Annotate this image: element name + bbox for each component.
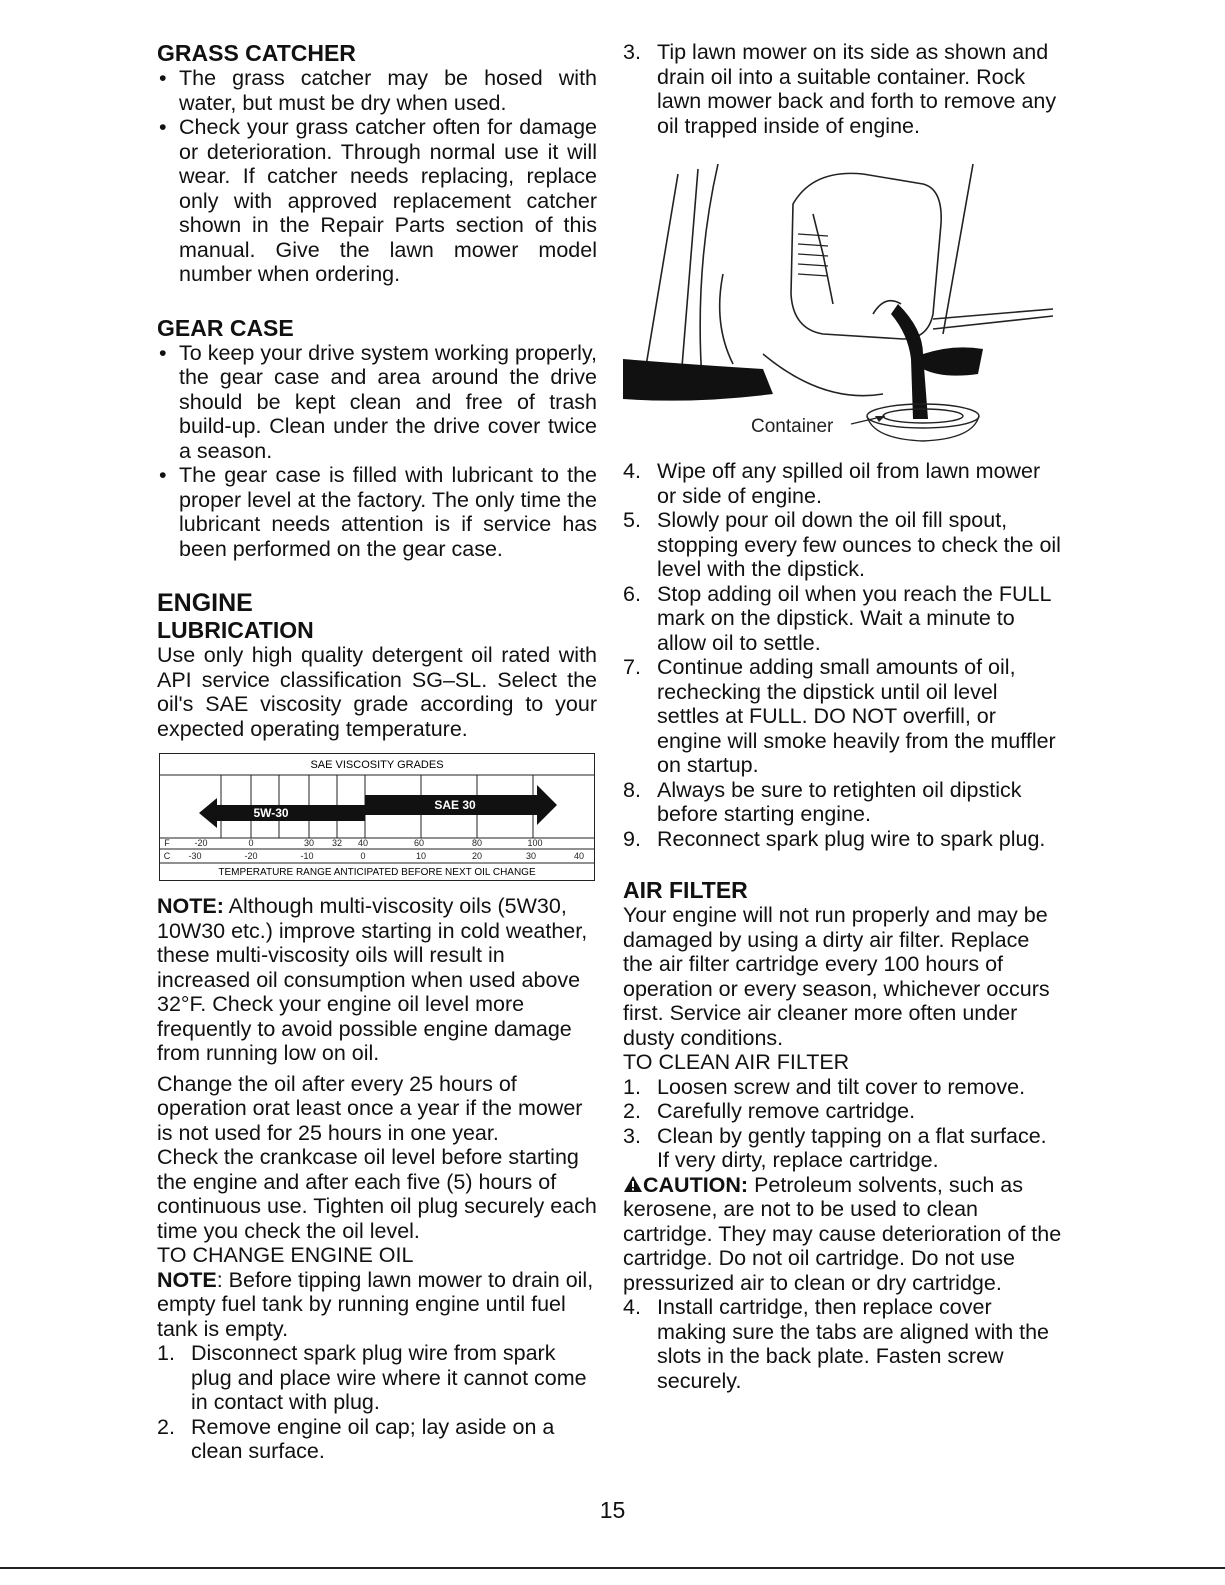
f-tick: 0	[248, 838, 254, 848]
note-text: : Before tipping lawn mower to drain oil, empty fuel tank by running engine until fuel tank is empty.	[157, 1267, 594, 1341]
oil-change-interval-text: Change the oil after every 25 hours of operation orat least once a year if the mower is not used for 25 hours in one year.	[157, 1071, 583, 1145]
list-item: • Check your grass catcher often for damage or deterioration. Through normal use it will wear. If catcher needs replacing, replace only with approved replacement catcher shown in the Repair Parts section of this manual. Give the lawn mower model number when ordering.	[157, 115, 597, 287]
lubrication-heading: LUBRICATION	[157, 617, 314, 643]
change-oil-step-3	[623, 40, 1063, 138]
list-item	[623, 655, 1063, 778]
list-item	[623, 508, 1063, 582]
c-tick: -20	[244, 851, 258, 861]
f-unit: F	[164, 838, 170, 848]
f-tick: 40	[357, 838, 369, 848]
5w30-label: 5W-30	[253, 806, 289, 820]
step-text: Disconnect spark plug wire from spark plug and place wire where it cannot come in contact with plug.	[191, 1341, 587, 1414]
gear-case-heading: GEAR CASE	[157, 314, 294, 341]
change-oil-steps-right	[623, 459, 1063, 851]
step-number: 3.	[623, 40, 641, 64]
warning-triangle-icon	[623, 1175, 643, 1193]
to-change-engine-oil-heading: TO CHANGE ENGINE OIL	[157, 1243, 414, 1267]
step-number: 1.	[623, 1074, 641, 1099]
c-tick: 40	[573, 851, 585, 861]
caution-label: CAUTION:	[643, 1172, 749, 1197]
grass-catcher-list	[157, 66, 597, 287]
f-tick: 80	[471, 838, 483, 848]
lubrication-text: Use only high quality detergent oil rated with API service classification SG–SL. Select the oil's SAE viscosity grade according to your expected operating temperature.	[157, 643, 597, 741]
f-tick: 100	[527, 838, 543, 848]
drain-oil-figure	[623, 154, 1063, 444]
step-text: Tip lawn mower on its side as shown and drain oil into a suitable container. Rock lawn mower back and forth to remove any oil trapped inside of engine.	[657, 40, 1057, 138]
list-item	[623, 40, 1063, 138]
step-text: Carefully remove cartridge.	[657, 1099, 916, 1123]
f-tick: 30	[303, 838, 315, 848]
step-number: 2.	[157, 1414, 175, 1439]
step-text: Install cartridge, then replace cover making sure the tabs are aligned with the slots in the back plate. Fasten screw securely.	[657, 1295, 1050, 1393]
bottom-rule	[0, 1567, 1225, 1569]
step-number: 9.	[623, 826, 641, 851]
note-label: NOTE	[157, 1267, 217, 1292]
right-column	[623, 40, 1063, 1393]
step-number: 1.	[157, 1341, 175, 1365]
step-text: Stop adding oil when you reach the FULL mark on the dipstick. Wait a minute to allow oil to settle.	[657, 581, 1051, 655]
viscosity-chart	[159, 753, 595, 881]
gear-case-list	[157, 341, 597, 562]
list-item	[157, 1415, 597, 1464]
step-number: 4.	[623, 459, 641, 483]
step-number: 8.	[623, 777, 641, 802]
list-item	[623, 778, 1063, 827]
c-tick: 10	[415, 851, 427, 861]
sae30-label: SAE 30	[434, 798, 476, 812]
step-number: 6.	[623, 581, 641, 606]
step-number: 7.	[623, 655, 641, 679]
f-tick: 32	[331, 838, 343, 848]
chart-footer: TEMPERATURE RANGE ANTICIPATED BEFORE NEXT OIL CHANGE	[218, 867, 536, 878]
list-item: • The grass catcher may be hosed with water, but must be dry when used.	[157, 66, 597, 115]
chart-title: SAE VISCOSITY GRADES	[310, 759, 444, 771]
c-tick: 0	[360, 851, 366, 861]
list-item	[623, 1075, 1063, 1100]
caution-text: Petroleum solvents, such as kerosene, are not to be used to clean cartridge. They may cause deterioration of the cartridge. Do not oil cartridge. Do not use pressurized air to clean or dry cartridge.	[623, 1172, 1062, 1295]
c-tick: 20	[471, 851, 483, 861]
list-item	[623, 1124, 1063, 1173]
step-text: Reconnect spark plug wire to spark plug.	[657, 826, 1046, 851]
grass-catcher-heading: GRASS CATCHER	[157, 40, 356, 66]
step-text: Always be sure to retighten oil dipstick before starting engine.	[657, 777, 1022, 826]
note-text: Although multi-viscosity oils (5W30, 10W30 etc.) improve starting in cold weather, these multi-viscosity oils will result in increased oil consumption when used above 32°F. Check your engine oil level more frequently to avoid possible engine damage from running low on oil.	[157, 894, 588, 1065]
step-text: Clean by gently tapping on a flat surface. If very dirty, replace cartridge.	[657, 1123, 1047, 1172]
crankcase-check-text: Check the crankcase oil level before starting the engine and after each five (5) hours of continuous use. Tighten oil plug securely each time you check the oil level.	[157, 1145, 597, 1243]
clean-air-filter-step-4	[623, 1295, 1063, 1393]
list-item: • The gear case is filled with lubricant to the proper level at the factory. The only time the lubricant needs attention is if service has been performed on the gear case.	[157, 463, 597, 561]
step-number: 3.	[623, 1123, 641, 1148]
list-item	[623, 827, 1063, 852]
list-item	[623, 459, 1063, 508]
step-text: Remove engine oil cap; lay aside on a clean surface.	[191, 1414, 555, 1463]
air-filter-heading: AIR FILTER	[623, 877, 748, 903]
step-number: 4.	[623, 1295, 641, 1319]
step-text: Slowly pour oil down the oil fill spout, stopping every few ounces to check the oil level with the dipstick.	[657, 508, 1061, 581]
f-tick: 60	[413, 838, 425, 848]
f-tick: -20	[194, 838, 208, 848]
change-oil-steps-left	[157, 1341, 597, 1464]
air-filter-text: Your engine will not run properly and may be damaged by using a dirty air filter. Replace the air filter cartridge every 100 hours of operation or every season, whichever occurs first. Service air cleaner more often under dusty conditions.	[623, 903, 1050, 1050]
step-text: Continue adding small amounts of oil, rechecking the dipstick until oil level settles at FULL. DO NOT overfill, or engine will smoke heavily from the muffler on startup.	[657, 655, 1056, 777]
step-text: Wipe off any spilled oil from lawn mower or side of engine.	[657, 459, 1041, 508]
step-number: 2.	[623, 1099, 641, 1123]
note-label: NOTE:	[157, 894, 224, 918]
c-tick: -10	[300, 851, 314, 861]
left-column	[157, 40, 597, 1464]
note-multi-viscosity	[157, 894, 597, 1066]
clean-air-filter-steps	[623, 1075, 1063, 1173]
c-unit: C	[163, 851, 171, 861]
list-item	[623, 582, 1063, 656]
page-number: 15	[599, 1497, 626, 1523]
list-item	[157, 1341, 597, 1415]
to-clean-air-filter-heading: TO CLEAN AIR FILTER	[623, 1050, 850, 1074]
container-label: Container	[751, 416, 834, 437]
list-item: • To keep your drive system working properly, the gear case and area around the drive should be kept clean and free of trash build-up. Clean under the drive cover twice a season.	[157, 341, 597, 464]
note-before-tipping	[157, 1268, 597, 1342]
c-tick: 30	[525, 851, 537, 861]
list-item	[623, 1099, 1063, 1124]
oil-stream	[891, 304, 928, 419]
step-number: 5.	[623, 508, 641, 532]
c-tick: -30	[188, 851, 202, 861]
engine-heading: ENGINE	[157, 589, 253, 617]
step-text: Loosen screw and tilt cover to remove.	[657, 1074, 1026, 1099]
caution-paragraph	[623, 1173, 1063, 1296]
list-item	[623, 1295, 1063, 1393]
